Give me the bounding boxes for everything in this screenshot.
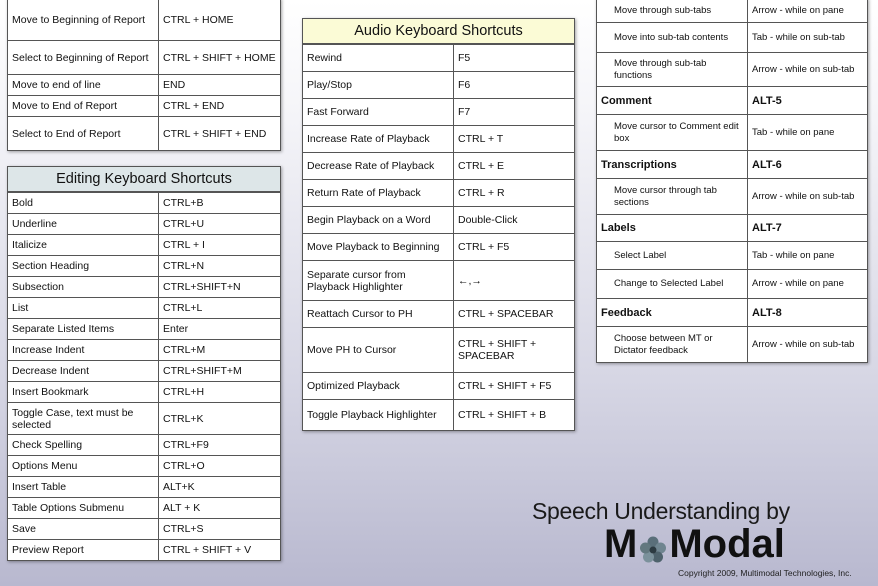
action-cell: Increase Indent [8,340,159,361]
action-cell: Move through sub-tabs [597,0,748,23]
shortcut-cell: CTRL + SHIFT + B [454,400,575,431]
table-row [597,0,868,23]
shortcut-cell: END [159,75,281,96]
shortcut-cell: Tab - while on pane [748,115,868,151]
action-cell: Move cursor through tab sections [597,179,748,215]
shortcut-cell: CTRL + R [454,180,575,207]
table-row [303,126,575,153]
table-row [597,115,868,151]
action-cell: Move Playback to Beginning [303,234,454,261]
section-row [597,151,868,179]
action-cell: List [8,298,159,319]
table-row [597,327,868,363]
shortcut-cell: CTRL + SHIFT + END [159,117,281,151]
shortcut-cell: CTRL + SHIFT + HOME [159,41,281,75]
table-row [8,0,281,41]
action-cell: Italicize [8,235,159,256]
action-cell: Insert Table [8,477,159,498]
action-cell: Underline [8,214,159,235]
action-cell: Decrease Rate of Playback [303,153,454,180]
shortcut-cell: Arrow - while on sub-tab [748,53,868,87]
shortcut-cell: CTRL+B [159,193,281,214]
table-row [303,301,575,328]
shortcut-cell: Arrow - while on pane [748,0,868,23]
table-row [303,234,575,261]
action-cell: Rewind [303,45,454,72]
table-row [597,242,868,270]
mmodal-logo [604,522,785,567]
copyright-text: Copyright 2009, Multimodal Technologies, Inc. [678,568,852,578]
action-cell: Move to End of Report [8,96,159,117]
table-row [597,179,868,215]
table-row [8,96,281,117]
table-row [8,403,281,435]
shortcut-cell: CTRL+M [159,340,281,361]
shortcut-cell: CTRL + END [159,96,281,117]
action-cell: Section Heading [8,256,159,277]
shortcut-cell: Arrow - while on sub-tab [748,327,868,363]
action-cell: Separate cursor from Playback Highlighter [303,261,454,301]
table-row [303,373,575,400]
action-cell: Reattach Cursor to PH [303,301,454,328]
table-row [8,540,281,561]
action-cell: Move to Beginning of Report [8,0,159,41]
shortcut-cell: CTRL + SHIFT + V [159,540,281,561]
table-row [8,361,281,382]
table-row [597,270,868,299]
table-row [597,53,868,87]
shortcut-cell: CTRL+U [159,214,281,235]
table-row [8,41,281,75]
tagline: Speech Understanding by [532,498,790,524]
table-row [597,23,868,53]
table-row [8,75,281,96]
section-shortcut: ALT-5 [748,87,868,115]
action-cell: Fast Forward [303,99,454,126]
table-row [8,193,281,214]
table-row [303,207,575,234]
star-icon [638,530,668,560]
shortcut-cell: CTRL+H [159,382,281,403]
shortcut-cell: Tab - while on pane [748,242,868,270]
table-row [8,214,281,235]
shortcut-cell: ←,→ [454,261,575,301]
pane-shortcuts-panel [596,0,868,363]
editing-shortcuts-table [7,192,281,561]
shortcut-cell: CTRL + SHIFT + F5 [454,373,575,400]
shortcut-cell: CTRL + F5 [454,234,575,261]
audio-shortcuts-title: Audio Keyboard Shortcuts [302,18,575,44]
shortcut-cell: CTRL+L [159,298,281,319]
action-cell: Bold [8,193,159,214]
shortcut-cell: Double-Click [454,207,575,234]
shortcut-cell: CTRL+SHIFT+M [159,361,281,382]
shortcut-cell: CTRL+O [159,456,281,477]
action-cell: Table Options Submenu [8,498,159,519]
shortcut-cell: CTRL+SHIFT+N [159,277,281,298]
section-shortcut: ALT-8 [748,299,868,327]
editing-shortcuts-title: Editing Keyboard Shortcuts [7,166,281,192]
shortcut-cell: CTRL + E [454,153,575,180]
navigation-shortcuts-panel [7,0,281,151]
shortcut-cell: CTRL + SHIFT + SPACEBAR [454,328,575,373]
pane-shortcuts-table [596,0,868,363]
table-row [8,498,281,519]
table-row [303,400,575,431]
table-row [8,435,281,456]
action-cell: Move to end of line [8,75,159,96]
brand-right: Modal [669,522,785,566]
action-cell: Change to Selected Label [597,270,748,299]
table-row [8,319,281,340]
shortcut-cell: Enter [159,319,281,340]
action-cell: Separate Listed Items [8,319,159,340]
action-cell: Move cursor to Comment edit box [597,115,748,151]
action-cell: Options Menu [8,456,159,477]
audio-shortcuts-table [302,44,575,431]
shortcut-cell: F6 [454,72,575,99]
shortcut-cell: ALT + K [159,498,281,519]
action-cell: Choose between MT or Dictator feedback [597,327,748,363]
shortcut-cell: CTRL+S [159,519,281,540]
section-name: Transcriptions [597,151,748,179]
brand-left: M [604,522,638,566]
editing-shortcuts-panel [7,166,281,561]
shortcut-cell: F5 [454,45,575,72]
section-row [597,299,868,327]
table-row [303,328,575,373]
action-cell: Subsection [8,277,159,298]
action-cell: Optimized Playback [303,373,454,400]
action-cell: Preview Report [8,540,159,561]
table-row [8,477,281,498]
action-cell: Insert Bookmark [8,382,159,403]
shortcut-cell: Arrow - while on pane [748,270,868,299]
table-row [303,45,575,72]
audio-shortcuts-panel [302,18,575,431]
shortcut-cell: CTRL+F9 [159,435,281,456]
table-row [303,99,575,126]
table-row [8,519,281,540]
shortcut-cell: Arrow - while on sub-tab [748,179,868,215]
section-row [597,215,868,242]
table-row [8,117,281,151]
shortcut-cell: CTRL + HOME [159,0,281,41]
table-row [8,235,281,256]
shortcut-cell: Tab - while on sub-tab [748,23,868,53]
table-row [303,72,575,99]
table-row [8,340,281,361]
action-cell: Play/Stop [303,72,454,99]
shortcut-cell: CTRL + SPACEBAR [454,301,575,328]
shortcut-cell: CTRL + I [159,235,281,256]
action-cell: Check Spelling [8,435,159,456]
section-name: Feedback [597,299,748,327]
section-name: Labels [597,215,748,242]
table-row [8,382,281,403]
shortcut-cell: F7 [454,99,575,126]
action-cell: Toggle Case, text must be selected [8,403,159,435]
action-cell: Move PH to Cursor [303,328,454,373]
action-cell: Move through sub-tab functions [597,53,748,87]
action-cell: Move into sub-tab contents [597,23,748,53]
section-shortcut: ALT-7 [748,215,868,242]
action-cell: Select to End of Report [8,117,159,151]
table-row [303,153,575,180]
table-row [8,298,281,319]
action-cell: Return Rate of Playback [303,180,454,207]
action-cell: Select Label [597,242,748,270]
action-cell: Increase Rate of Playback [303,126,454,153]
table-row [8,456,281,477]
shortcut-cell: CTRL + T [454,126,575,153]
shortcut-cell: CTRL+N [159,256,281,277]
table-row [8,256,281,277]
action-cell: Select to Beginning of Report [8,41,159,75]
table-row [8,277,281,298]
action-cell: Toggle Playback Highlighter [303,400,454,431]
shortcut-cell: CTRL+K [159,403,281,435]
section-name: Comment [597,87,748,115]
action-cell: Begin Playback on a Word [303,207,454,234]
table-row [303,261,575,301]
shortcut-cell: ALT+K [159,477,281,498]
action-cell: Save [8,519,159,540]
section-shortcut: ALT-6 [748,151,868,179]
table-row [303,180,575,207]
navigation-shortcuts-table [7,0,281,151]
action-cell: Decrease Indent [8,361,159,382]
section-row [597,87,868,115]
